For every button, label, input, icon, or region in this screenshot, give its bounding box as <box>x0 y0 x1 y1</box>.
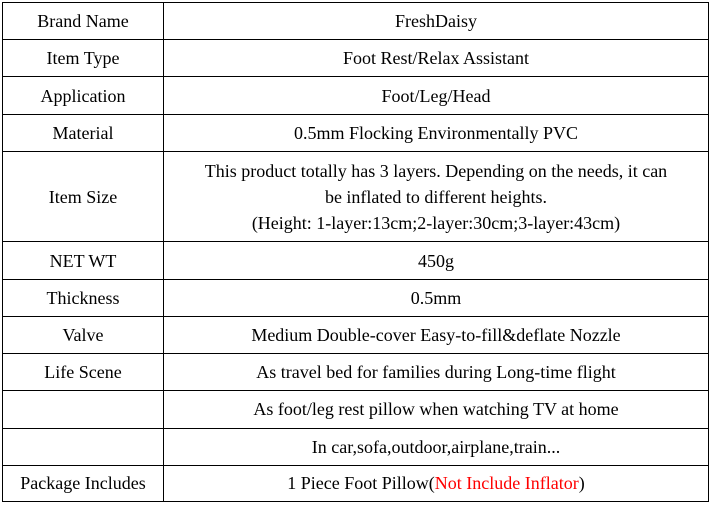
value-item-type: Foot Rest/Relax Assistant <box>164 40 709 77</box>
value-life-scene-1: As travel bed for families during Long-time flight <box>164 354 709 391</box>
label-package-includes: Package Includes <box>3 465 164 501</box>
label-valve: Valve <box>3 316 164 353</box>
label-empty-1 <box>3 391 164 428</box>
table-row <box>3 279 709 316</box>
table-row <box>3 316 709 353</box>
table-row <box>3 354 709 391</box>
table-row <box>3 151 709 242</box>
label-material: Material <box>3 114 164 151</box>
value-life-scene-3: In car,sofa,outdoor,airplane,train... <box>164 428 709 465</box>
product-spec-table <box>2 2 709 502</box>
item-size-line-1: This product totally has 3 layers. Depending on the needs, it can <box>204 160 668 181</box>
label-empty-2 <box>3 428 164 465</box>
label-application: Application <box>3 77 164 114</box>
table-row <box>3 3 709 40</box>
value-package-includes <box>164 465 709 501</box>
item-size-line-2: be inflated to different heights. <box>324 186 548 207</box>
package-end-text: ) <box>578 473 585 494</box>
label-item-type: Item Type <box>3 40 164 77</box>
label-brand-name: Brand Name <box>3 3 164 40</box>
table-row <box>3 40 709 77</box>
label-net-wt: NET WT <box>3 242 164 279</box>
item-size-line-3: (Height: 1-layer:13cm;2-layer:30cm;3-layer:43cm) <box>251 212 621 233</box>
label-life-scene: Life Scene <box>3 354 164 391</box>
table-row <box>3 465 709 501</box>
value-valve: Medium Double-cover Easy-to-fill&deflate Nozzle <box>164 316 709 353</box>
table-row <box>3 242 709 279</box>
value-life-scene-2: As foot/leg rest pillow when watching TV at home <box>164 391 709 428</box>
table-row <box>3 114 709 151</box>
value-item-size <box>164 151 709 242</box>
label-item-size: Item Size <box>3 151 164 242</box>
table-row <box>3 391 709 428</box>
value-thickness: 0.5mm <box>164 279 709 316</box>
table-row <box>3 428 709 465</box>
package-main-text: 1 Piece Foot Pillow( <box>287 473 435 494</box>
package-warning-text: Not Include Inflator <box>434 473 579 494</box>
value-application: Foot/Leg/Head <box>164 77 709 114</box>
label-thickness: Thickness <box>3 279 164 316</box>
value-net-wt: 450g <box>164 242 709 279</box>
value-brand-name: FreshDaisy <box>164 3 709 40</box>
table-row <box>3 77 709 114</box>
value-material: 0.5mm Flocking Environmentally PVC <box>164 114 709 151</box>
